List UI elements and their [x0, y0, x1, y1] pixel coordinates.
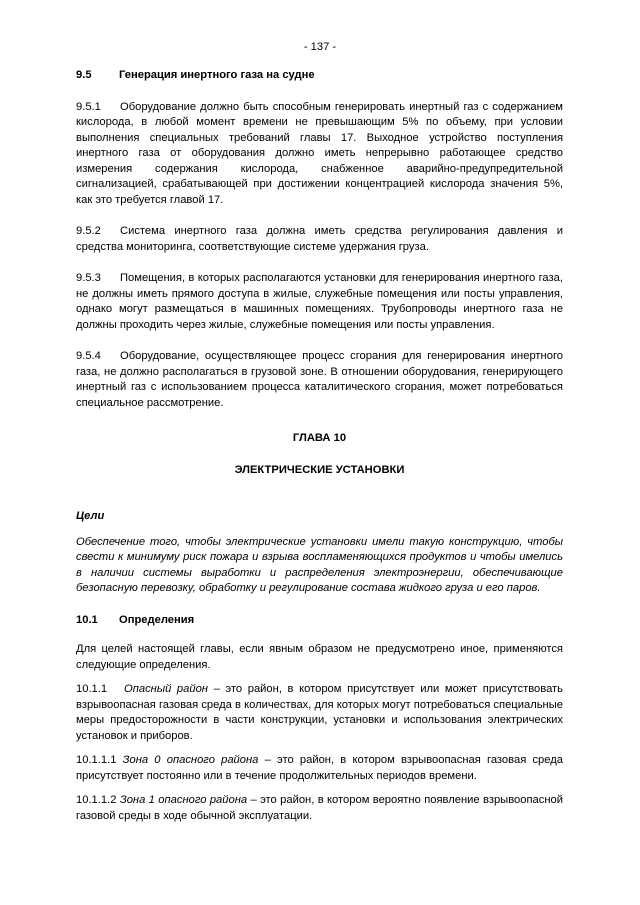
definition-text: – это район, в котором вероятно появление взрывоопасной газовой среды в ходе обычной эксплуатации. [76, 794, 564, 822]
definition-text: – это район, в котором присутствует или может присутствовать взрывоопасная газовая среда в количествах, для которых могут потребоваться специальные меры предосторожности в части конструкции, установки и использования электрических установок и приборов. [76, 683, 564, 742]
paragraph-9-5-4 [76, 349, 563, 411]
definition-text: – это район, в котором взрывоопасная газовая среда присутствует постоянно или в течение продолжительных периодов времени. [76, 754, 563, 782]
paragraph-number: 9.5.4 [76, 350, 101, 362]
paragraph-number: 9.5.1 [76, 100, 101, 113]
paragraph-text: Оборудование, осуществляющее процесс сгорания для генерирования инертного газа, не должно располагаться в грузовой зоне. В отношении оборудования, генерирующего инертный газ с использованием процесса каталитического сгорания, может потребоваться специальное рассмотрение. [76, 350, 563, 409]
paragraph-text: Помещения, в которых располагаются установки для генерирования инертного газа, не должны иметь прямого доступа в жилые, служебные помещения или посты управления, однако могут размещаться в машинных помещениях. Трубопроводы инертного газа не должны проходить через жилые, служебные помещения или посты управления. [76, 272, 563, 331]
section-heading-10-1 [76, 613, 563, 629]
paragraph-text: Оборудование должно быть способным генерировать инертный газ с содержанием кислорода, в любой момент времени не превышающим 5% по объему, при условии выполнения специальных требований главы 17. Выходное устройство поступления инертного газа от оборудования должно иметь непрерывно работающее средство измерения содержания кислорода, снабженное аварийно-предупредительной сигнализацией, срабатывающей при достижении концентрацией кислорода значения 5%, как это требуется главой 17. [76, 100, 563, 206]
chapter-subtitle: ЭЛЕКТРИЧЕСКИЕ УСТАНОВКИ [234, 463, 405, 476]
paragraph-9-5-3 [76, 271, 563, 333]
definition-term: Опасный район [124, 683, 208, 695]
paragraph-9-5-2 [76, 224, 563, 255]
definition-term: Зона 1 опасного района [119, 794, 248, 806]
section-title: Генерация инертного газа на судне [119, 69, 315, 81]
section-heading-9-5 [76, 68, 563, 84]
paragraph-number: 9.5.3 [76, 272, 101, 284]
goals-title: Цели [76, 510, 105, 522]
definition-10-1-1-2 [76, 793, 563, 824]
page-number: - 137 - [303, 41, 337, 53]
paragraph-text: Система инертного газа должна иметь средства регулирования давления и средства мониторинга, соответствующие системе удержания груза. [76, 225, 563, 253]
definition-10-1-1 [76, 682, 563, 744]
definitions-intro: Для целей настоящей главы, если явным образом не предусмотрено иное, применяются следующие определения. [76, 643, 563, 671]
definition-10-1-1-1 [76, 753, 563, 784]
definition-term: Зона 0 опасного района [122, 754, 259, 766]
paragraph-9-5-1 [76, 100, 563, 209]
paragraph-number: 10.1.1 [76, 683, 108, 695]
chapter-title: ГЛАВА 10 [292, 432, 347, 444]
section-number: 9.5 [76, 69, 92, 81]
paragraph-number: 10.1.1.1 [76, 754, 117, 766]
goals-text: Обеспечение того, чтобы электрические установки имели такую конструкцию, чтобы свести к минимуму риск пожара и взрыва воспламеняющихся продуктов и чтобы имелись в наличии системы выработки и распределения электроэнергии, обеспечивающие безопасную перевозку, обработку и регулирование состава жидкого груза и его паров. [76, 535, 563, 594]
page-content [76, 68, 563, 833]
section-number: 10.1 [76, 613, 98, 626]
section-title: Определения [119, 613, 195, 626]
paragraph-number: 10.1.1.2 [76, 794, 117, 806]
paragraph-number: 9.5.2 [76, 225, 101, 237]
